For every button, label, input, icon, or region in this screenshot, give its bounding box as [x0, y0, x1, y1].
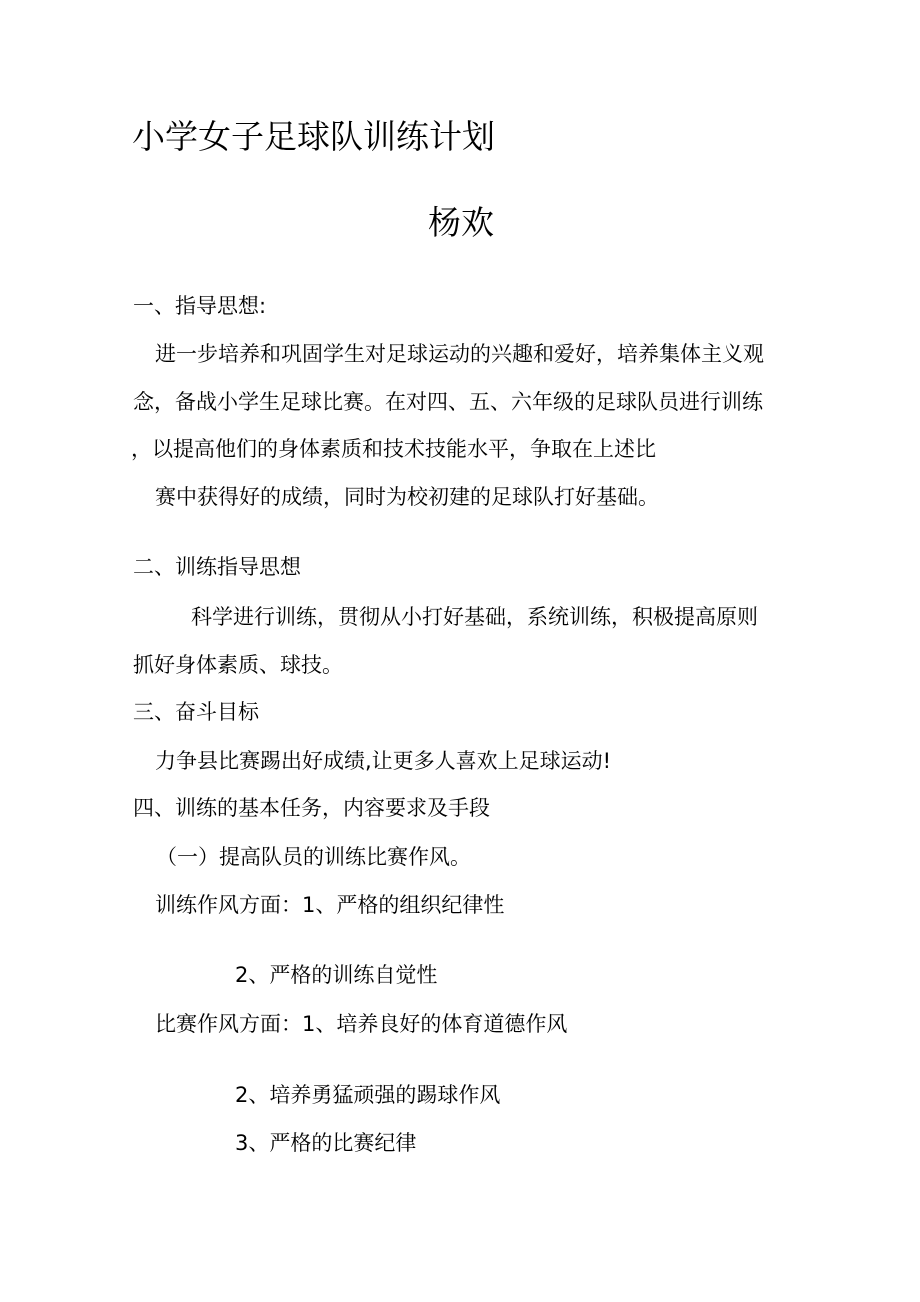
match-style-item-3: 3、严格的比赛纪律	[235, 1131, 417, 1155]
section-3-heading: 三、奋斗目标	[133, 700, 259, 724]
match-style-item-1: 比赛作风方面：1、培养良好的体育道德作风	[155, 1012, 568, 1036]
section-1-paragraph-line-3: ，以提高他们的身体素质和技术技能水平，争取在上述比	[131, 437, 656, 461]
section-2-paragraph-line-2: 抓好身体素质、球技。	[133, 653, 343, 677]
section-4-heading: 四、训练的基本任务，内容要求及手段	[133, 796, 490, 820]
section-2-paragraph-line-1: 科学进行训练，贯彻从小打好基础，系统训练，积极提高原则	[191, 605, 758, 629]
section-1-paragraph-line-4: 赛中获得好的成绩，同时为校初建的足球队打好基础。	[155, 485, 659, 509]
section-1-paragraph-line-1: 进一步培养和巩固学生对足球运动的兴趣和爱好，培养集体主义观	[155, 342, 764, 366]
document-author: 杨欢	[428, 203, 494, 242]
document-title: 小学女子足球队训练计划	[132, 117, 495, 156]
training-style-item-2: 2、严格的训练自觉性	[235, 963, 438, 987]
training-style-item-1: 训练作风方面：1、严格的组织纪律性	[155, 893, 505, 917]
section-3-paragraph-line-1: 力争县比赛踢出好成绩,让更多人喜欢上足球运动!	[155, 749, 612, 773]
section-1-paragraph-line-2: 念，备战小学生足球比赛。在对四、五、六年级的足球队员进行训练	[133, 390, 763, 414]
match-style-item-2: 2、培养勇猛顽强的踢球作风	[235, 1083, 501, 1107]
section-2-heading: 二、训练指导思想	[133, 555, 301, 579]
section-4-subheading-1: （一）提高队员的训练比赛作风。	[156, 845, 471, 869]
section-1-heading: 一、指导思想:	[133, 294, 267, 318]
